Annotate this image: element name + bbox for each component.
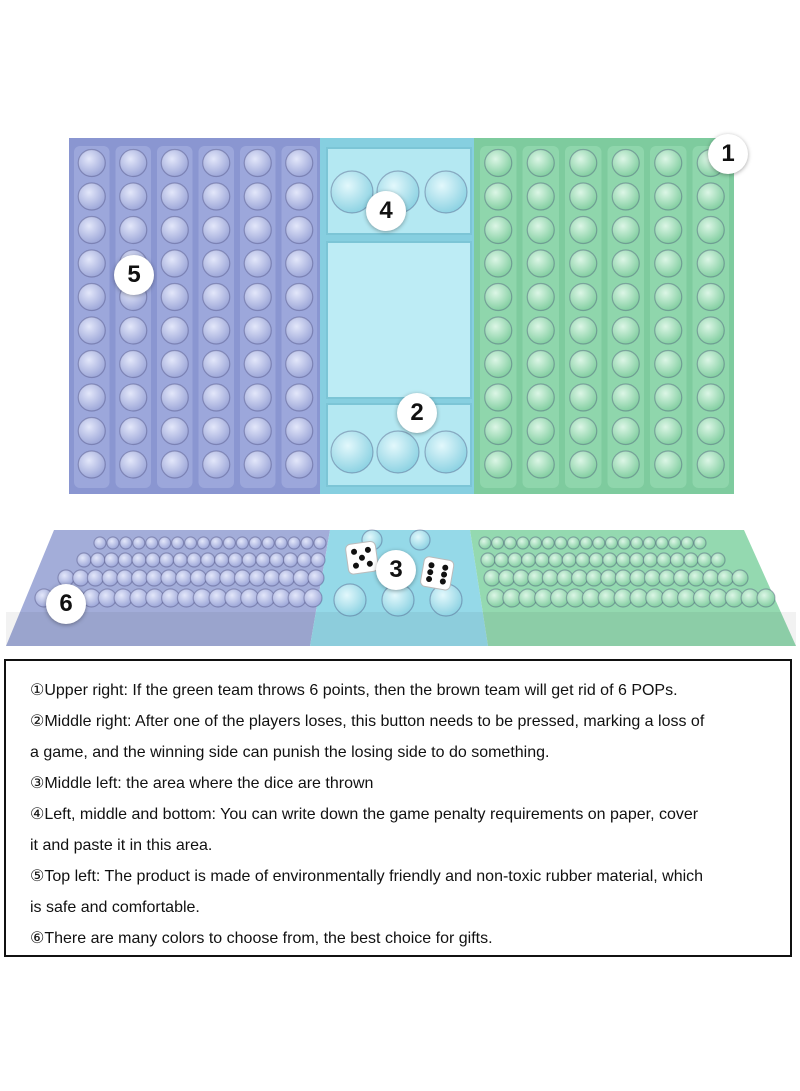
angled-green-bubble [601, 570, 617, 586]
green-bubble [485, 183, 512, 210]
purple-bubble [78, 217, 105, 244]
purple-bubble [286, 150, 313, 177]
green-bubble [527, 451, 554, 478]
green-bubble [527, 150, 554, 177]
center-bubble [425, 431, 467, 473]
purple-bubble [78, 284, 105, 311]
description-line-3: a game, and the winning side can punish the losing side to do something. [30, 744, 550, 761]
angled-purple-bubble [117, 570, 133, 586]
angled-green-bubble [703, 570, 719, 586]
description-line-9: ⑥There are many colors to choose from, the best choice for gifts. [30, 930, 493, 947]
angled-green-bubble [555, 537, 567, 549]
angled-green-bubble [616, 553, 630, 567]
green-bubble [655, 150, 682, 177]
dice-left [345, 541, 379, 575]
angled-purple-bubble [73, 570, 89, 586]
purple-bubble [203, 183, 230, 210]
description-box [4, 659, 792, 957]
purple-bubble [161, 317, 188, 344]
green-bubble [570, 217, 597, 244]
angled-green-bubble [732, 570, 748, 586]
purple-bubble [244, 150, 271, 177]
purple-bubble [203, 250, 230, 277]
angled-purple-bubble [146, 537, 158, 549]
purple-bubble [120, 150, 147, 177]
angled-green-bubble [562, 553, 576, 567]
purple-bubble [203, 284, 230, 311]
purple-bubble [120, 451, 147, 478]
purple-bubble [286, 418, 313, 445]
angled-green-bubble [669, 537, 681, 549]
angled-purple-bubble [107, 537, 119, 549]
angled-purple-bubble [172, 537, 184, 549]
purple-bubble [161, 284, 188, 311]
angled-purple-bubble [159, 537, 171, 549]
marker-6: 6 [46, 584, 86, 624]
angled-green-bubble [643, 537, 655, 549]
angled-green-bubble [528, 570, 544, 586]
angled-green-bubble [717, 570, 733, 586]
angled-purple-bubble [91, 553, 105, 567]
green-bubble [485, 150, 512, 177]
angled-board-edge [6, 612, 796, 646]
angled-green-bubble [535, 553, 549, 567]
green-bubble [655, 183, 682, 210]
angled-purple-bubble [205, 570, 221, 586]
purple-bubble [203, 384, 230, 411]
purple-bubble [120, 217, 147, 244]
green-bubble [697, 250, 724, 277]
angled-purple-bubble [160, 553, 174, 567]
angled-green-bubble [504, 537, 516, 549]
green-bubble [655, 317, 682, 344]
angled-purple-bubble [198, 537, 210, 549]
green-bubble [612, 250, 639, 277]
angled-green-bubble [618, 537, 630, 549]
center-bubble [331, 431, 373, 473]
angled-center-bubble [410, 530, 430, 550]
angled-green-bubble [688, 570, 704, 586]
green-bubble [612, 217, 639, 244]
green-bubble [697, 351, 724, 378]
purple-bubble [78, 384, 105, 411]
angled-purple-bubble [223, 537, 235, 549]
angled-purple-bubble [242, 553, 256, 567]
purple-bubble [286, 183, 313, 210]
green-bubble [570, 451, 597, 478]
angled-green-bubble [576, 553, 590, 567]
angled-purple-bubble [215, 553, 229, 567]
green-bubble [527, 317, 554, 344]
green-bubble [570, 384, 597, 411]
purple-bubble [161, 250, 188, 277]
angled-purple-bubble [234, 570, 250, 586]
angled-purple-bubble [146, 553, 160, 567]
purple-bubble [120, 317, 147, 344]
green-bubble [697, 418, 724, 445]
angled-center-bubble [334, 584, 366, 616]
green-bubble [697, 217, 724, 244]
green-bubble [570, 284, 597, 311]
green-bubble [570, 351, 597, 378]
angled-purple-bubble [176, 570, 192, 586]
angled-green-bubble [499, 570, 515, 586]
angled-green-bubble [615, 570, 631, 586]
angled-purple-bubble [249, 537, 261, 549]
angled-green-bubble [549, 553, 563, 567]
purple-bubble [244, 384, 271, 411]
angled-green-bubble [684, 553, 698, 567]
angled-purple-bubble [264, 570, 280, 586]
purple-bubble [203, 451, 230, 478]
green-bubble [697, 451, 724, 478]
green-bubble [612, 451, 639, 478]
green-bubble [612, 351, 639, 378]
angled-purple-bubble [304, 589, 322, 607]
green-bubble [612, 150, 639, 177]
description-line-1: ①Upper right: If the green team throws 6 points, then the brown team will get rid of 6 POPs. [30, 682, 678, 699]
angled-purple-bubble [249, 570, 265, 586]
purple-bubble [203, 418, 230, 445]
angled-green-bubble [484, 570, 500, 586]
purple-bubble [244, 418, 271, 445]
green-bubble [527, 351, 554, 378]
angled-purple-bubble [283, 553, 297, 567]
purple-bubble [161, 183, 188, 210]
angled-green-bubble [492, 537, 504, 549]
green-bubble [697, 384, 724, 411]
angled-green-bubble [481, 553, 495, 567]
angled-green-bubble [630, 553, 644, 567]
purple-bubble [161, 351, 188, 378]
angled-green-bubble [542, 537, 554, 549]
angled-purple-bubble [190, 570, 206, 586]
angled-green-bubble [681, 537, 693, 549]
purple-bubble [161, 384, 188, 411]
angled-purple-bubble [161, 570, 177, 586]
angled-purple-bubble [185, 537, 197, 549]
purple-bubble [120, 418, 147, 445]
angled-purple-bubble [146, 570, 162, 586]
marker-5: 5 [114, 255, 154, 295]
green-bubble [485, 351, 512, 378]
angled-purple-bubble [132, 553, 146, 567]
purple-bubble [161, 150, 188, 177]
angled-green-bubble [572, 570, 588, 586]
angled-purple-bubble [297, 553, 311, 567]
marker-4: 4 [366, 191, 406, 231]
angled-green-bubble [674, 570, 690, 586]
green-bubble [570, 317, 597, 344]
angled-green-bubble [580, 537, 592, 549]
angled-green-bubble [697, 553, 711, 567]
green-bubble [485, 250, 512, 277]
green-bubble [527, 183, 554, 210]
center-bubble [425, 171, 467, 213]
green-bubble [655, 217, 682, 244]
angled-purple-bubble [228, 553, 242, 567]
green-bubble [612, 183, 639, 210]
green-bubble [612, 418, 639, 445]
angled-purple-bubble [94, 537, 106, 549]
purple-bubble [78, 250, 105, 277]
angled-purple-bubble [132, 570, 148, 586]
angled-green-bubble [630, 570, 646, 586]
green-bubble [570, 418, 597, 445]
dice-right [420, 556, 455, 591]
green-bubble [485, 451, 512, 478]
purple-bubble [286, 284, 313, 311]
angled-green-bubble [542, 570, 558, 586]
description-line-7: ⑤Top left: The product is made of environmentally friendly and non-toxic rubber material, which [30, 868, 704, 885]
angled-green-bubble [670, 553, 684, 567]
purple-bubble [161, 451, 188, 478]
angled-purple-bubble [301, 537, 313, 549]
angled-purple-bubble [201, 553, 215, 567]
angled-purple-bubble [87, 570, 103, 586]
angled-green-bubble [603, 553, 617, 567]
green-bubble [655, 351, 682, 378]
green-bubble [655, 384, 682, 411]
purple-bubble [244, 183, 271, 210]
angled-green-bubble [568, 537, 580, 549]
angled-purple-bubble [102, 570, 118, 586]
angled-green-bubble [593, 537, 605, 549]
green-bubble [570, 183, 597, 210]
marker-3: 3 [376, 550, 416, 590]
green-bubble [527, 384, 554, 411]
purple-bubble [203, 317, 230, 344]
angled-green-bubble [508, 553, 522, 567]
angled-purple-bubble [270, 553, 284, 567]
green-bubble [655, 250, 682, 277]
green-bubble [612, 317, 639, 344]
green-bubble [527, 217, 554, 244]
green-bubble [527, 250, 554, 277]
angled-purple-bubble [256, 553, 270, 567]
purple-bubble [244, 351, 271, 378]
angled-green-bubble [694, 537, 706, 549]
green-bubble [697, 284, 724, 311]
purple-bubble [244, 250, 271, 277]
green-bubble [612, 284, 639, 311]
angled-purple-bubble [279, 570, 295, 586]
green-bubble [655, 418, 682, 445]
angled-green-bubble [522, 553, 536, 567]
description-line-2: ②Middle right: After one of the players loses, this button needs to be pressed, marking a loss of [30, 713, 705, 730]
purple-bubble [78, 418, 105, 445]
angled-green-bubble [557, 570, 573, 586]
angled-purple-bubble [120, 537, 132, 549]
angled-purple-bubble [275, 537, 287, 549]
angled-green-bubble [644, 570, 660, 586]
purple-bubble [286, 384, 313, 411]
angled-purple-bubble [105, 553, 119, 567]
green-bubble [655, 284, 682, 311]
angled-purple-bubble [311, 553, 325, 567]
angled-green-bubble [517, 537, 529, 549]
marker-2: 2 [397, 393, 437, 433]
green-bubble [485, 384, 512, 411]
green-bubble [570, 150, 597, 177]
purple-bubble [244, 217, 271, 244]
angled-green-bubble [530, 537, 542, 549]
angled-green-bubble [711, 553, 725, 567]
angled-purple-bubble [77, 553, 91, 567]
purple-bubble [78, 150, 105, 177]
angled-purple-bubble [133, 537, 145, 549]
angled-green-bubble [643, 553, 657, 567]
angled-purple-bubble [187, 553, 201, 567]
purple-bubble [161, 418, 188, 445]
purple-bubble [78, 351, 105, 378]
purple-bubble [244, 317, 271, 344]
green-bubble [612, 384, 639, 411]
angled-green-bubble [631, 537, 643, 549]
angled-green-bubble [757, 589, 775, 607]
angled-purple-bubble [293, 570, 309, 586]
angled-green-bubble [513, 570, 529, 586]
angled-green-bubble [589, 553, 603, 567]
purple-bubble [78, 183, 105, 210]
green-bubble [527, 284, 554, 311]
description-line-5: ④Left, middle and bottom: You can write down the game penalty requirements on paper, cover [30, 806, 699, 823]
angled-green-bubble [586, 570, 602, 586]
angled-purple-bubble [262, 537, 274, 549]
purple-bubble [286, 317, 313, 344]
green-bubble [697, 183, 724, 210]
angled-green-bubble [656, 537, 668, 549]
angled-purple-bubble [236, 537, 248, 549]
angled-purple-bubble [118, 553, 132, 567]
angled-green-bubble [495, 553, 509, 567]
purple-bubble [203, 217, 230, 244]
center-bubble [377, 431, 419, 473]
angled-green-bubble [659, 570, 675, 586]
purple-bubble [120, 384, 147, 411]
purple-bubble [120, 351, 147, 378]
purple-bubble [286, 451, 313, 478]
green-bubble [527, 418, 554, 445]
description-line-6: it and paste it in this area. [30, 837, 213, 854]
green-bubble [697, 317, 724, 344]
angled-green-bubble [479, 537, 491, 549]
purple-bubble [286, 217, 313, 244]
purple-bubble [244, 284, 271, 311]
green-bubble [485, 284, 512, 311]
purple-bubble [161, 217, 188, 244]
purple-bubble [78, 317, 105, 344]
green-bubble [485, 317, 512, 344]
green-bubble [485, 418, 512, 445]
description-line-4: ③Middle left: the area where the dice are thrown [30, 775, 374, 792]
purple-bubble [286, 351, 313, 378]
purple-bubble [286, 250, 313, 277]
green-bubble [655, 451, 682, 478]
purple-bubble [120, 183, 147, 210]
green-bubble [485, 217, 512, 244]
purple-bubble [78, 451, 105, 478]
purple-bubble [244, 451, 271, 478]
angled-green-bubble [657, 553, 671, 567]
description-line-8: is safe and comfortable. [30, 899, 200, 916]
green-bubble [570, 250, 597, 277]
top-view-board [69, 138, 734, 494]
angled-purple-bubble [288, 537, 300, 549]
purple-bubble [203, 150, 230, 177]
angled-purple-bubble [220, 570, 236, 586]
angled-purple-bubble [173, 553, 187, 567]
marker-1: 1 [708, 134, 748, 174]
purple-bubble [203, 351, 230, 378]
angled-purple-bubble [210, 537, 222, 549]
angled-green-bubble [605, 537, 617, 549]
angled-purple-bubble [308, 570, 324, 586]
angled-purple-bubble [314, 537, 326, 549]
center-middle-compartment [327, 242, 471, 398]
